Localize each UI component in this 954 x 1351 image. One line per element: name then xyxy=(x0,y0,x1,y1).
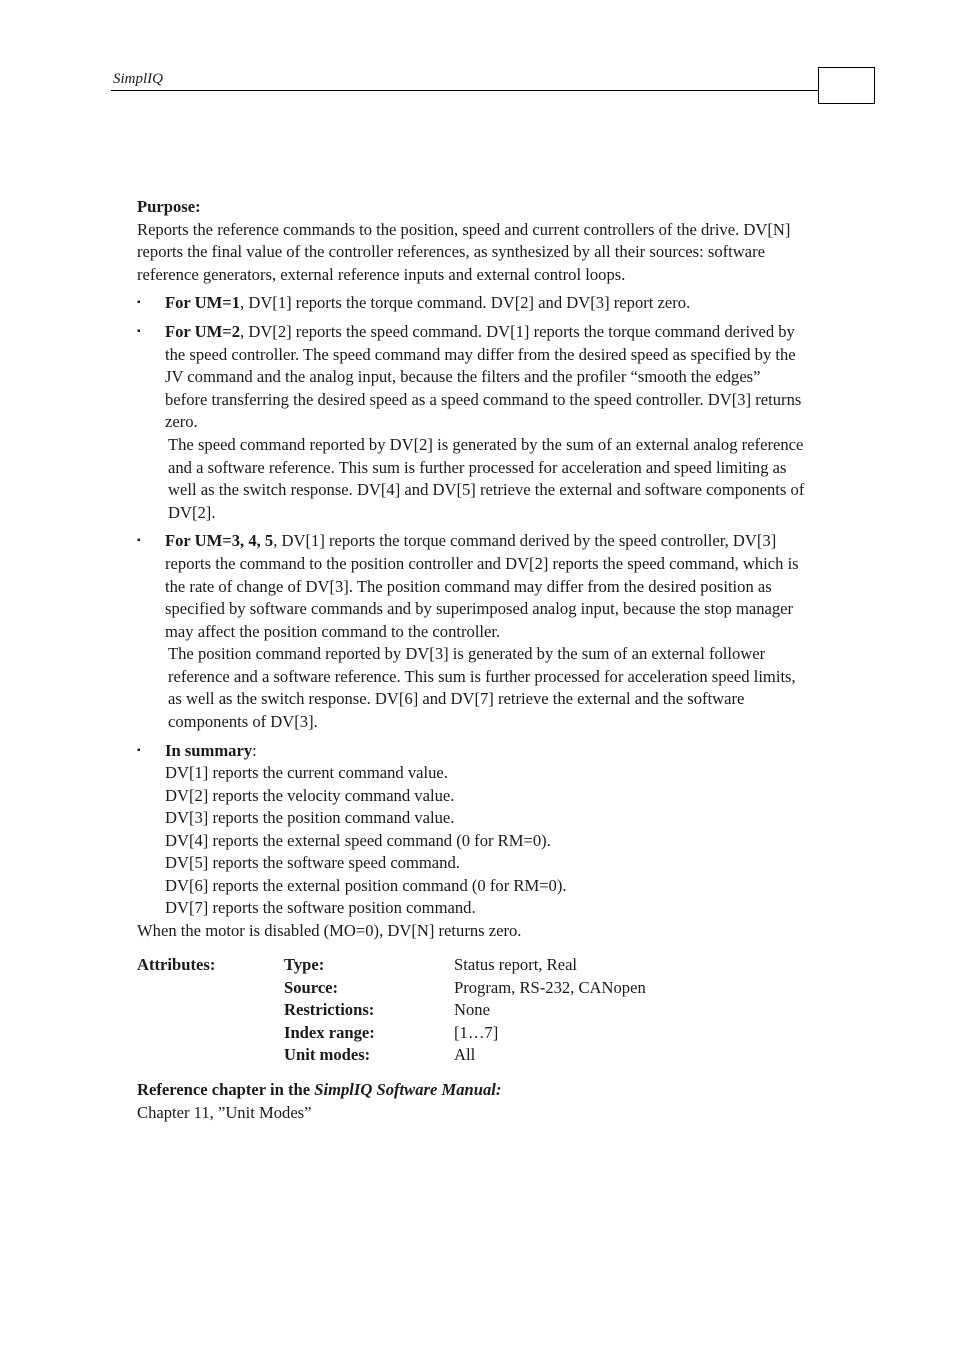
bullet-summary xyxy=(137,740,807,920)
purpose-heading: Purpose: xyxy=(137,197,201,216)
attributes-table xyxy=(137,954,807,1066)
bullet-bold: For UM=3, 4, 5 xyxy=(165,531,274,551)
attr-key-type: Type: xyxy=(284,955,325,975)
bullet-um345-detail: The position command reported by DV[3] is generated by the sum of an external follower reference and a software reference. This sum is further processed for acceleration speed limits, as well as the switch response. DV[6] and DV[7] retrieve the external and the software components of DV[3]. xyxy=(168,644,796,732)
bullet-um2-detail: The speed command reported by DV[2] is generated by the sum of an external analog reference and a software reference. This sum is further processed for acceleration and speed limiting as well as the switch response. DV[4] and DV[5] retrieve the external and software components of DV[2]. xyxy=(168,434,805,522)
purpose-text: Reports the reference commands to the position, speed and current controllers of the drive. DV[N] reports the final value of the controller references, as synthesized by all their sources: software reference generators, external reference inputs and external control loops. xyxy=(137,219,791,284)
bullet-text: , DV[1] reports the torque command derived by the speed controller, DV[3] reports the command to the position controller and DV[2] reports the speed command, which is the rate of change of DV[3]. The position command may differ from the desired position as specified by software commands and by superimposed analog input, because the stop manager may affect the position command to the controller. xyxy=(165,531,799,641)
summary-line: DV[4] reports the external speed command (0 for RM=0). xyxy=(165,830,551,850)
document-body xyxy=(137,196,807,1125)
bullet-text: , DV[1] reports the torque command. DV[2] and DV[3] report zero. xyxy=(240,293,691,313)
bullet-marker: ▪ xyxy=(137,297,141,309)
attr-value-unit-modes: All xyxy=(454,1045,476,1065)
page-number-box xyxy=(818,67,875,104)
running-header-title: SimplIQ xyxy=(113,71,163,87)
reference-section xyxy=(137,1079,807,1124)
header-rule xyxy=(111,90,819,91)
attr-key-restrictions: Restrictions: xyxy=(284,1000,375,1020)
bullet-um345 xyxy=(137,530,807,643)
attr-key-unit-modes: Unit modes: xyxy=(284,1045,371,1065)
bullet-marker: ▪ xyxy=(137,535,141,547)
attributes-heading: Attributes: xyxy=(137,955,216,975)
attr-value-source: Program, RS-232, CANopen xyxy=(454,977,646,997)
reference-chapter: Chapter 11, ”Unit Modes” xyxy=(137,1102,312,1122)
summary-line: DV[2] reports the velocity command value. xyxy=(165,785,455,805)
bullet-um1 xyxy=(137,292,807,315)
attr-value-restrictions: None xyxy=(454,1000,490,1020)
bullet-marker: ▪ xyxy=(137,325,141,337)
reference-heading xyxy=(137,1079,807,1102)
summary-line: DV[6] reports the external position command (0 for RM=0). xyxy=(165,875,567,895)
bullet-bold: For UM=1 xyxy=(165,293,241,313)
bullet-text: , DV[2] reports the speed command. DV[1] reports the torque command derived by the speed controller. The speed command may differ from the desired speed as specified by the JV command and the analog input, because the filters and the profiler “smooth the edges” before transferring the desired speed as a speed command to the speed controller. DV[3] returns zero. xyxy=(165,321,802,432)
summary-line: DV[7] reports the software position command. xyxy=(165,898,476,918)
bullet-bold: For UM=2 xyxy=(165,321,241,341)
attr-value-type: Status report, Real xyxy=(454,955,578,975)
summary-bold: In summary xyxy=(165,740,253,760)
summary-lines xyxy=(165,762,807,920)
attr-value-index-range: [1…7] xyxy=(454,1022,499,1042)
reference-prefix: Reference chapter in the xyxy=(137,1080,315,1100)
reference-manual: SimplIQ Software Manual: xyxy=(314,1080,502,1100)
disabled-note: When the motor is disabled (MO=0), DV[N] returns zero. xyxy=(137,920,522,940)
summary-line: DV[5] reports the software speed command. xyxy=(165,853,460,873)
attr-key-index-range: Index range: xyxy=(284,1022,375,1042)
summary-colon: : xyxy=(252,740,257,760)
bullet-marker: ▪ xyxy=(137,744,141,756)
bullet-um2 xyxy=(137,321,807,434)
summary-line: DV[3] reports the position command value. xyxy=(165,808,455,828)
summary-line: DV[1] reports the current command value. xyxy=(165,763,448,783)
attr-key-source: Source: xyxy=(284,977,339,997)
